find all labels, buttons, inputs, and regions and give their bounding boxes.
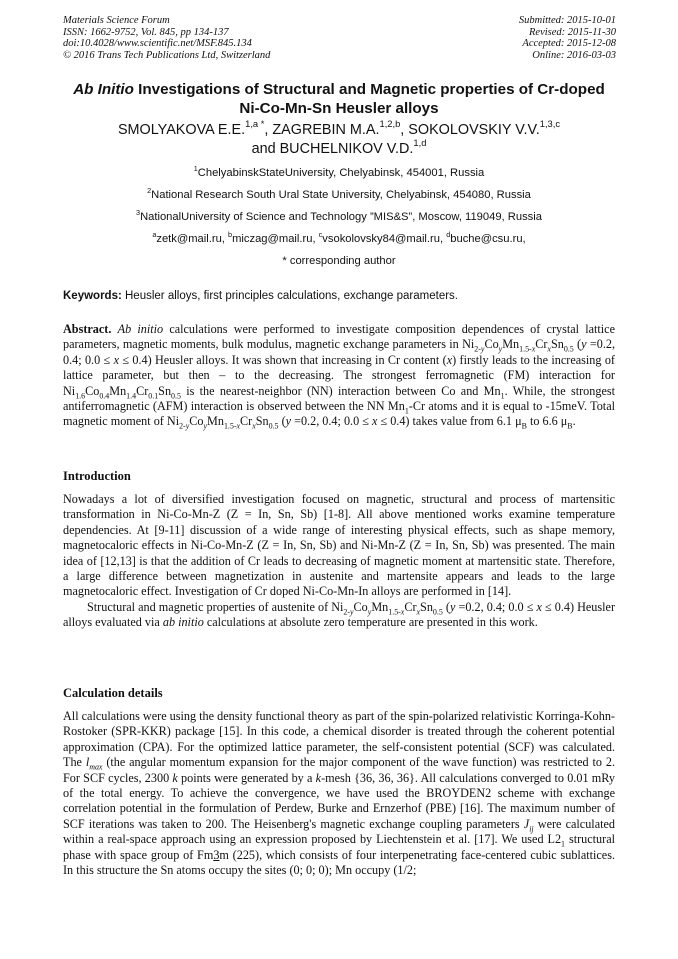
- keywords-text: Heusler alloys, first principles calculations, exchange parameters.: [121, 290, 459, 302]
- affiliation-2-sup: 2: [147, 185, 152, 195]
- email-a-sup: a: [152, 229, 157, 239]
- email-c[interactable]: vsokolovsky84@mail.ru,: [322, 233, 447, 245]
- calculation-heading: Calculation details: [63, 686, 163, 700]
- affiliation-1-sup: 1: [193, 163, 198, 173]
- introduction-paragraph-1: Nowadays a lot of diversified investigation focused on magnetic, structural and process of martensitic transformation in Ni-Co-Mn-Z (Z = In, Sn, Sb) [1-8]. All above mentioned works examine temperature dependencies. At [9-11] discussion of a wide range of interesting physical effects, such as shape memory, magnetocaloric effects in Ni-Co-Mn-Z (Z = In, Sn, Sb) and Ni-Mn-Z (Z = In, Sn, Sb) was presented. The main idea of [12,13] is that the addition of Cr leads to decreasing of magnetic moment at martensitic state. Therefore, a large difference between magnetization in austenite and martensite appears and leads to the large magnetocaloric effect. Investigation of Cr doped Ni-Co-Mn-In alloys are performed in [14].: [63, 492, 615, 599]
- affiliation-1: [63, 163, 615, 188]
- abstract: [63, 322, 615, 430]
- author-4: and BUCHELNIKOV V.D.: [251, 141, 414, 157]
- email-list: [63, 229, 615, 254]
- corresponding-author: * corresponding author: [282, 255, 396, 267]
- affiliation-3-sup: 3: [136, 207, 141, 217]
- affiliation-2: [63, 185, 615, 210]
- author-1: SMOLYAKOVA E.E.: [117, 122, 246, 138]
- email-d[interactable]: buche@csu.ru,: [450, 233, 526, 245]
- dates-info: [519, 15, 616, 61]
- email-b[interactable]: miczag@mail.ru,: [232, 233, 319, 245]
- affiliation-1-text: ChelyabinskStateUniversity, Chelyabinsk, 454001, Russia: [197, 167, 485, 179]
- author-2: , ZAGREBIN M.A.: [264, 122, 380, 138]
- abstract-text: Ab initio calculations were performed to investigate composition dependences of crystal lattice parameters, magnetic moments, bulk modulus, magnetic exchange parameters in $Ni_{2-y}Co_yMn_{1.5-x}Cr_xSn_{0.5}$ (y =0.2, 0.4; 0.0 ≤ x ≤ 0.4) Heusler alloys. It was shown that increasing in Cr content (x) firstly leads to the increasing of lattice parameter, but then – to the decreasing. The strongest ferromagnetic (FM) interaction for $Ni_{1.6}Co_{0.4}Mn_{1.4}Cr_{0.1}Sn_{0.5}$ is the nearest-neighbor (NN) interaction between Co and $Mn_1$. While, the strongest antiferromagnetic (AFM) interaction is observed between the NN $Mn_1-Cr$ atoms and it is equal to -15meV. Total magnetic moment of $Ni_{2-y}Co_yMn_{1.5-x}Cr_xSn_{0.5}$ (y =0.2, 0.4; 0.0 ≤ x ≤ 0.4) takes value from 6.1 $\mu_B$ to 6.6 $\mu_B$.: [63, 322, 616, 431]
- online-date: Online: 2016-03-03: [532, 49, 616, 61]
- title-italic: Ab Initio: [73, 81, 134, 98]
- paper-title: [63, 80, 615, 118]
- affiliations: [63, 163, 615, 276]
- journal-info: [63, 15, 270, 61]
- affiliation-3-text: NationalUniversity of Science and Technology ”MIS&S”, Moscow, 119049, Russia: [140, 211, 542, 223]
- author-3-sup: 1,3,c: [539, 119, 561, 130]
- journal-name: Materials Science Forum: [63, 15, 170, 26]
- author-2-sup: 1,2,b: [379, 119, 401, 130]
- introduction-section: [63, 492, 615, 631]
- submitted-date: Submitted: 2015-10-01: [518, 15, 616, 26]
- author-1-sup: 1,a *: [245, 119, 265, 130]
- affiliation-3: [63, 207, 615, 232]
- email-d-sup: d: [446, 229, 451, 239]
- copyright: © 2016 Trans Tech Publications Ltd, Switzerland: [63, 49, 271, 61]
- issn: ISSN: 1662-9752, Vol. 845, pp 134-137: [63, 26, 229, 38]
- introduction-heading: Introduction: [63, 469, 131, 483]
- keywords: [63, 290, 615, 302]
- accepted-date: Accepted: 2015-12-08: [522, 38, 616, 50]
- doi: doi:10.4028/www.scientific.net/MSF.845.134: [63, 38, 252, 50]
- abstract-label: Abstract.: [63, 322, 112, 336]
- keywords-label: Keywords:: [63, 290, 122, 302]
- calculation-section: [63, 709, 615, 878]
- affiliation-2-text: National Research South Ural State University, Chelyabinsk, 454080, Russia: [151, 189, 531, 201]
- revised-date: Revised: 2015-11-30: [529, 26, 616, 38]
- email-b-sup: b: [228, 229, 233, 239]
- author-4-sup: 1,d: [413, 138, 427, 149]
- title-rest: Investigations of Structural and Magnetic properties of Cr-doped Ni-Co-Mn-Sn Heusler alloys: [133, 81, 605, 117]
- author-list: [63, 121, 615, 159]
- email-a[interactable]: zetk@mail.ru,: [156, 233, 229, 245]
- author-3: , SOKOLOVSKIY V.V.: [400, 122, 540, 138]
- calculation-paragraph-1: All calculations were using the density functional theory as part of the spin-polarized relativistic Korringa-Kohn-Rostoker (SPR-KKR) package [15]. In this code, a chemical disorder is treated through the coherent potential approximation (CPA). For the optimized lattice parameter, the self-consistent potential (SCF) was calculated. The $l_{max}$ (the angular momentum expansion for the major component of the wave function) was restricted to 2. For SCF cycles, 2300 k points were generated by a k-mesh {36, 36, 36}. All calculations converged to 0.01 mRy of the total energy. To achieve the convergence, we have used the BROYDEN2 scheme with exchange correlation potential in the formulation of Perdew, Burke and Ernzerhof (PBE) [16]. The maximum number of SCF iterations was taken to 200. The Heisenberg's magnetic exchange coupling parameters $J_{ij}$ were calculated within a real-space approach using an expression proposed by Liechtenstein et al. [17]. We used $L2_1$ structural phase with space group of Fm3m (225), which consists of four interpenetrating face-centered cubic sublattices. In this structure the Sn atoms occupy the sites (0; 0; 0); Mn occupy (1/2;: [63, 709, 616, 878]
- introduction-paragraph-2: Structural and magnetic properties of austenite of $Ni_{2-y}Co_yMn_{1.5-x}Cr_xSn_{0.5}$ (y =0.2, 0.4; 0.0 ≤ x ≤ 0.4) Heusler alloys evaluated via ab initio calculations at absolute zero temperature are presented in this work.: [63, 599, 615, 630]
- email-c-sup: c: [318, 229, 323, 239]
